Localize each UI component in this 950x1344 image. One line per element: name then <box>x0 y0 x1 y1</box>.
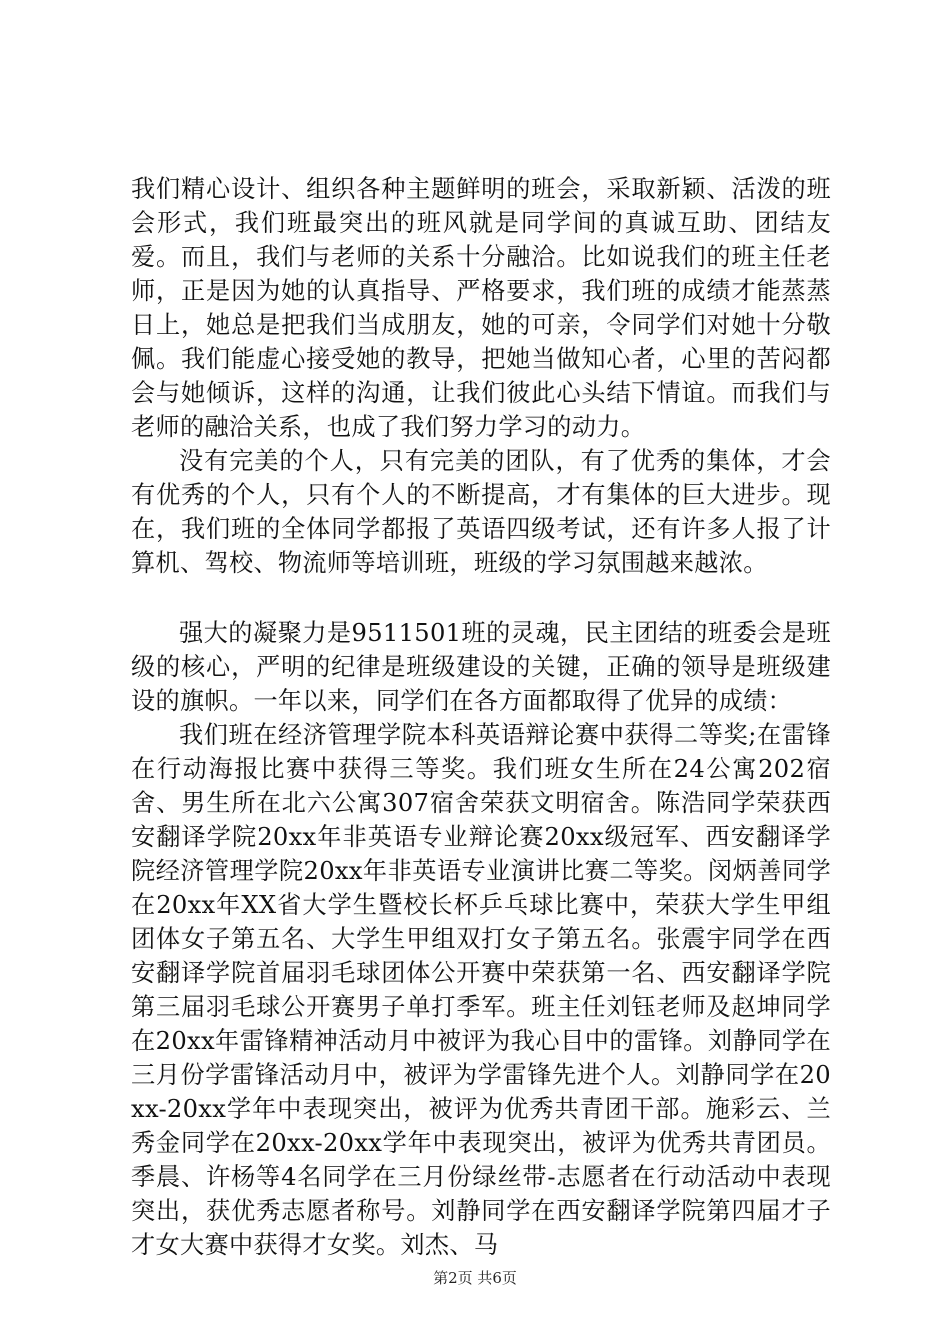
paragraph-spacer <box>131 580 831 616</box>
page-footer: 第2页 共6页 <box>433 1269 517 1287</box>
paragraph-achievements: 我们班在经济管理学院本科英语辩论赛中获得二等奖;在雷锋在行动海报比赛中获得三等奖。我们班女生所在24公寓202宿舍、男生所在北六公寓307宿舍荣获文明宿舍。陈浩同学荣获西安翻译学院20xx年非英语专业辩论赛20xx级冠军、西安翻译学院经济管理学院20xx年非英语专业演讲比赛二等奖。闵炳善同学在20xx年XX省大学生暨校长杯乒乓球比赛中，荣获大学生甲组团体女子第五名、大学生甲组双打女子第五名。张震宇同学在西安翻译学院首届羽毛球团体公开赛中荣获第一名、西安翻译学院第三届羽毛球公开赛男子单打季军。班主任刘钰老师及赵坤同学在20xx年雷锋精神活动月中被评为我心目中的雷锋。刘静同学在三月份学雷锋活动月中，被评为学雷锋先进个人。刘静同学在20xx-20xx学年中表现突出，被评为优秀共青团干部。施彩云、兰秀金同学在20xx-20xx学年中表现突出，被评为优秀共青团员。季晨、许杨等4名同学在三月份绿丝带-志愿者在行动活动中表现突出，获优秀志愿者称号。刘静同学在西安翻译学院第四届才子才女大赛中获得才女奖。刘杰、马 <box>131 721 831 1259</box>
paragraph-team-spirit: 没有完美的个人，只有完美的团队，有了优秀的集体，才会有优秀的个人，只有个人的不断提高，才有集体的巨大进步。现在，我们班的全体同学都报了英语四级考试，还有许多人报了计算机、驾校、物流师等培训班，班级的学习氛围越来越浓。 <box>131 447 831 577</box>
paragraph-cohesion: 强大的凝聚力是9511501班的灵魂，民主团结的班委会是班级的核心，严明的纪律是班级建设的关键，正确的领导是班级建设的旗帜。一年以来，同学们在各方面都取得了优异的成绩： <box>131 619 831 715</box>
document-body <box>131 172 831 1262</box>
paragraph-class-meetings: 我们精心设计、组织各种主题鲜明的班会，采取新颖、活泼的班会形式，我们班最突出的班风就是同学间的真诚互助、团结友爱。而且，我们与老师的关系十分融洽。比如说我们的班主任老师，正是因为她的认真指导、严格要求，我们班的成绩才能蒸蒸日上，她总是把我们当成朋友，她的可亲，令同学们对她十分敬佩。我们能虚心接受她的教导，把她当做知心者，心里的苦闷都会与她倾诉，这样的沟通，让我们彼此心头结下情谊。而我们与老师的融洽关系，也成了我们努力学习的动力。 <box>131 175 831 441</box>
